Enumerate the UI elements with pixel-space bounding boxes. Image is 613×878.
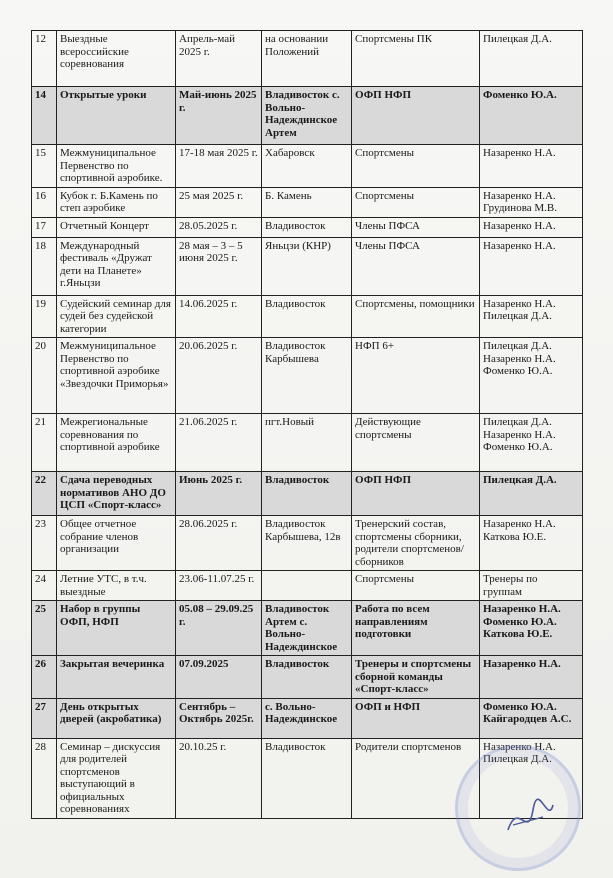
event-place: Владивосток	[262, 217, 352, 237]
event-date: Май-июнь 2025 г.	[176, 87, 262, 145]
event-responsible: Назаренко Н.А.	[480, 237, 583, 295]
table-row	[32, 571, 583, 601]
row-number: 26	[32, 656, 57, 699]
event-responsible: Назаренко Н.А. Грудинова М.В.	[480, 187, 583, 217]
event-participants: Спортсмены	[352, 145, 480, 188]
table-row	[32, 217, 583, 237]
row-number: 28	[32, 738, 57, 818]
event-name: Кубок г. Б.Камень по степ аэробике	[57, 187, 176, 217]
event-name: Межрегиональные соревнования по спортивной аэробике	[57, 414, 176, 472]
event-place: Владивосток с. Вольно-Надеждинское Артем	[262, 87, 352, 145]
event-responsible: Пилецкая Д.А. Назаренко Н.А. Фоменко Ю.А.	[480, 414, 583, 472]
event-place: Владивосток	[262, 472, 352, 516]
event-date: 14.06.2025 г.	[176, 295, 262, 338]
event-name: Семинар – дискуссия для родителей спортсменов выступающий в официальных соревнованиях	[57, 738, 176, 818]
event-participants: Тренерский состав, спортсмены сборники, родители спортсменов/сборников	[352, 516, 480, 571]
table-row	[32, 698, 583, 738]
table-row	[32, 472, 583, 516]
event-place: Владивосток Артем с. Вольно-Надеждинское	[262, 601, 352, 656]
event-date: 20.06.2025 г.	[176, 338, 262, 414]
event-place: с. Вольно-Надеждинское	[262, 698, 352, 738]
event-name: Набор в группы ОФП, НФП	[57, 601, 176, 656]
event-place: Владивосток	[262, 295, 352, 338]
event-place: на основании Положений	[262, 31, 352, 87]
table-row	[32, 145, 583, 188]
table-row	[32, 295, 583, 338]
event-responsible: Пилецкая Д.А.	[480, 472, 583, 516]
event-name: Межмуниципальное Первенство по спортивной аэробике.	[57, 145, 176, 188]
row-number: 24	[32, 571, 57, 601]
table-row	[32, 516, 583, 571]
event-date: 25 мая 2025 г.	[176, 187, 262, 217]
event-name: Открытые уроки	[57, 87, 176, 145]
event-participants: Спортсмены, помощники	[352, 295, 480, 338]
row-number: 15	[32, 145, 57, 188]
event-participants: ОФП и НФП	[352, 698, 480, 738]
row-number: 12	[32, 31, 57, 87]
row-number: 21	[32, 414, 57, 472]
event-participants: Работа по всем направлениям подготовки	[352, 601, 480, 656]
event-name: День открытых дверей (акробатика)	[57, 698, 176, 738]
events-table	[31, 30, 583, 819]
event-name: Летние УТС, в т.ч. выездные	[57, 571, 176, 601]
event-name: Закрытая вечеринка	[57, 656, 176, 699]
row-number: 14	[32, 87, 57, 145]
row-number: 16	[32, 187, 57, 217]
event-responsible: Назаренко Н.А.	[480, 656, 583, 699]
event-responsible: Назаренко Н.А. Пилецкая Д.А.	[480, 295, 583, 338]
event-responsible: Фоменко Ю.А.	[480, 87, 583, 145]
event-participants: Члены ПФСА	[352, 237, 480, 295]
event-responsible: Назаренко Н.А.	[480, 217, 583, 237]
event-name: Отчетный Концерт	[57, 217, 176, 237]
event-participants: Члены ПФСА	[352, 217, 480, 237]
event-place: Владивосток	[262, 738, 352, 818]
row-number: 27	[32, 698, 57, 738]
event-date: 20.10.25 г.	[176, 738, 262, 818]
event-date: 05.08 – 29.09.25 г.	[176, 601, 262, 656]
event-place: Б. Камень	[262, 187, 352, 217]
event-responsible: Назаренко Н.А. Каткова Ю.Е.	[480, 516, 583, 571]
signature-icon	[498, 795, 558, 845]
event-date: Июнь 2025 г.	[176, 472, 262, 516]
event-date: 28.06.2025 г.	[176, 516, 262, 571]
event-responsible: Назаренко Н.А. Пилецкая Д.А.	[480, 738, 583, 818]
event-date: Сентябрь – Октябрь 2025г.	[176, 698, 262, 738]
event-responsible: Фоменко Ю.А. Кайгародцев А.С.	[480, 698, 583, 738]
event-date: Апрель-май 2025 г.	[176, 31, 262, 87]
event-place: Хабаровск	[262, 145, 352, 188]
row-number: 19	[32, 295, 57, 338]
event-participants: ОФП НФП	[352, 472, 480, 516]
event-place	[262, 571, 352, 601]
event-participants: Спортсмены ПК	[352, 31, 480, 87]
events-table-body	[32, 31, 583, 819]
event-participants: Спортсмены	[352, 187, 480, 217]
event-participants: ОФП НФП	[352, 87, 480, 145]
row-number: 20	[32, 338, 57, 414]
table-row	[32, 87, 583, 145]
table-row	[32, 338, 583, 414]
event-name: Судейский семинар для судей без судейской категории	[57, 295, 176, 338]
event-place: Яньцзи (КНР)	[262, 237, 352, 295]
event-responsible: Тренеры по группам	[480, 571, 583, 601]
row-number: 22	[32, 472, 57, 516]
event-responsible: Пилецкая Д.А. Назаренко Н.А. Фоменко Ю.А.	[480, 338, 583, 414]
event-participants: Действующие спортсмены	[352, 414, 480, 472]
row-number: 25	[32, 601, 57, 656]
event-responsible: Назаренко Н.А. Фоменко Ю.А. Каткова Ю.Е.	[480, 601, 583, 656]
table-row	[32, 601, 583, 656]
event-name: Выездные всероссийские соревнования	[57, 31, 176, 87]
row-number: 18	[32, 237, 57, 295]
table-row	[32, 414, 583, 472]
event-place: Владивосток	[262, 656, 352, 699]
event-name: Общее отчетное собрание членов организации	[57, 516, 176, 571]
table-row	[32, 31, 583, 87]
event-participants: НФП 6+	[352, 338, 480, 414]
event-participants: Тренеры и спортсмены сборной команды «Спорт-класс»	[352, 656, 480, 699]
event-responsible: Назаренко Н.А.	[480, 145, 583, 188]
event-date: 28.05.2025 г.	[176, 217, 262, 237]
event-place: Владивосток Карбышева, 12в	[262, 516, 352, 571]
event-name: Международный фестиваль «Дружат дети на Планете» г.Яньцзи	[57, 237, 176, 295]
event-date: 07.09.2025	[176, 656, 262, 699]
event-participants: Спортсмены	[352, 571, 480, 601]
row-number: 17	[32, 217, 57, 237]
event-name: Сдача переводных нормативов АНО ДО ЦСП «Спорт-класс»	[57, 472, 176, 516]
table-row	[32, 237, 583, 295]
row-number: 23	[32, 516, 57, 571]
event-participants: Родители спортсменов	[352, 738, 480, 818]
event-date: 21.06.2025 г.	[176, 414, 262, 472]
event-place: пгт.Новый	[262, 414, 352, 472]
event-name: Межмуниципальное Первенство по спортивной аэробике «Звездочки Приморья»	[57, 338, 176, 414]
event-date: 23.06-11.07.25 г.	[176, 571, 262, 601]
table-row	[32, 656, 583, 699]
event-responsible: Пилецкая Д.А.	[480, 31, 583, 87]
event-date: 17-18 мая 2025 г.	[176, 145, 262, 188]
table-row	[32, 187, 583, 217]
event-place: Владивосток Карбышева	[262, 338, 352, 414]
event-date: 28 мая – 3 – 5 июня 2025 г.	[176, 237, 262, 295]
